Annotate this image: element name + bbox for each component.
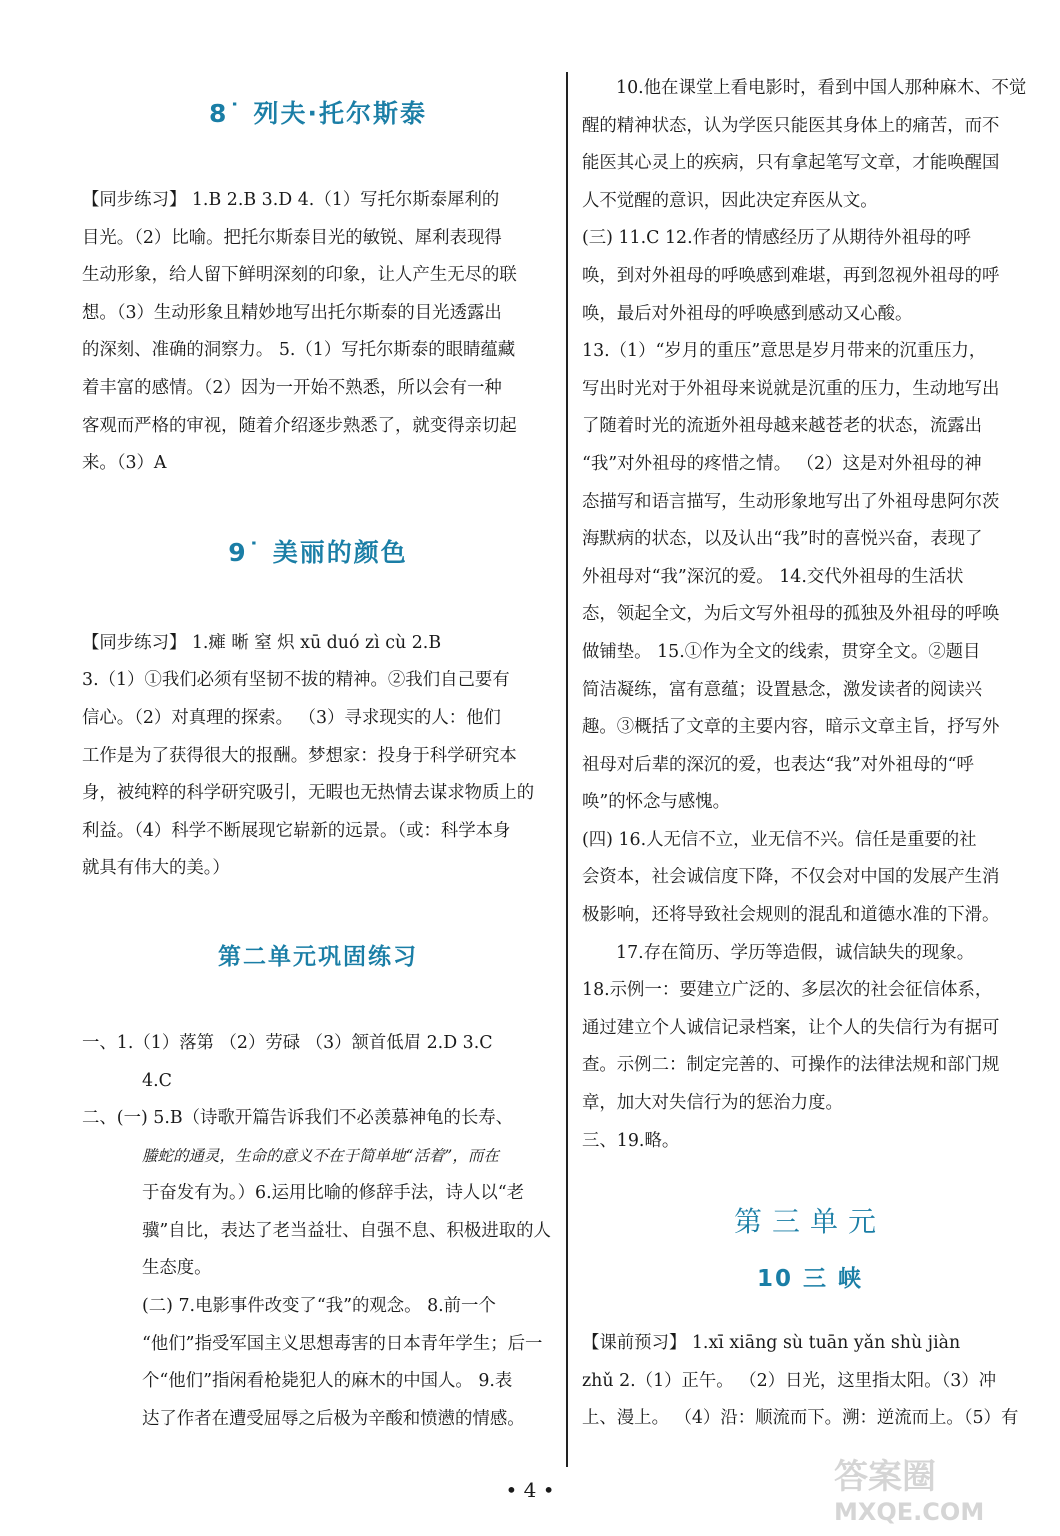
text-line: 通过建立个人诚信记录档案，让个人的失信行为有据可	[582, 1017, 1000, 1038]
left-column	[82, 70, 554, 1438]
text-line: 18.示例一：要建立广泛的、多层次的社会征信体系，	[582, 980, 993, 1001]
text-line: (三) 11.C 12.作者的情感经历了从期待外祖母的呼	[582, 228, 971, 249]
text-line: 二、(一) 5.B（诗歌开篇告诉我们不必羡慕神龟的长寿、	[82, 1108, 514, 1129]
text-line: 三、19.略。	[582, 1130, 680, 1151]
watermark-logo	[826, 1448, 1036, 1528]
text-line: 上、漫上。 （4）沿：顺流而下。溯：逆流而上。（5）有	[582, 1408, 1019, 1429]
text-line: “他们”指受军国主义思想毒害的日本青年学生；后一	[142, 1333, 543, 1354]
text-line: 信心。（2）对真理的探索。 （3）寻求现实的人：他们	[82, 707, 501, 728]
section-10-title: 10 三 峡	[756, 1266, 864, 1293]
text-line: 唤”的怀念与感愧。	[582, 792, 731, 813]
text-line: 做铺垫。 15.①作为全文的线索，贯穿全文。②题目	[582, 641, 981, 662]
text-line: 外祖母对“我”深沉的爱。 14.交代外祖母的生活状	[582, 566, 964, 587]
watermark-text: 答案圈	[834, 1457, 936, 1497]
text-line: 的深刻、准确的洞察力。 5.（1）写托尔斯泰的眼睛蕴藏	[82, 340, 516, 361]
text-line: 了随着时光的流逝外祖母越来越苍老的状态，流露出	[582, 416, 982, 437]
text-line: 能医其心灵上的疾病，只有拿起笔写文章，才能唤醒国	[582, 153, 1000, 174]
text-line: 【同步练习】 1.B 2.B 3.D 4.（1）写托尔斯泰犀利的	[82, 190, 500, 210]
text-line: 【同步练习】 1.瘫 晰 窒 炽 xū duó zì cù 2.B	[82, 632, 442, 653]
text-line: 客观而严格的审视，随着介绍逐步熟悉了，就变得亲切起	[82, 415, 517, 436]
text-line: 4.C	[142, 1070, 172, 1091]
text-line: 就具有伟大的美。）	[82, 858, 230, 879]
text-line: 章，加大对失信行为的惩治力度。	[582, 1093, 843, 1114]
text-line: 人不觉醒的意识，因此决定弃医从文。	[582, 190, 878, 211]
text-line: (四) 16.人无信不立，业无信不兴。信任是重要的社	[582, 829, 977, 850]
page-number: • 4 •	[505, 1478, 555, 1502]
text-line: 目光。（2）比喻。把托尔斯泰目光的敏锐、犀利表现得	[82, 227, 502, 248]
section-8-title: 8˙ 列夫·托尔斯泰	[208, 99, 428, 128]
text-line: 身，被纯粹的科学研究吸引，无暇也无热情去谋求物质上的	[82, 783, 535, 804]
text-line: “我”对外祖母的疼惜之情。 （2）这是对外祖母的神	[582, 453, 982, 474]
text-line: 骥”自比，表达了老当益壮、自强不息、积极进取的人	[142, 1220, 551, 1241]
text-line: 利益。（4）科学不断展现它崭新的远景。（或：科学本身	[82, 820, 511, 841]
text-line: 写出时光对于外祖母来说就是沉重的压力，生动地写出	[582, 378, 1000, 399]
unit-2-answers-continued	[582, 70, 1038, 1160]
text-line: 生动形象，给人留下鲜明深刻的印象，让人产生无尽的联	[82, 265, 517, 286]
text-line: 唤，到对外祖母的呼唤感到难堪，再到忽视外祖母的呼	[582, 265, 1000, 286]
text-line: 来。（3）A	[82, 453, 167, 474]
section-9-title: 9˙ 美丽的颜色	[228, 537, 408, 567]
text-line: 醒的精神状态，认为学医只能医其身体上的痛苦，而不	[582, 115, 1000, 136]
text-line: 10.他在课堂上看电影时，看到中国人那种麻木、不觉	[616, 78, 1027, 98]
text-line: 于奋发有为。）6.运用比喻的修辞手法，诗人以“老	[142, 1183, 524, 1204]
text-line: 祖母对后辈的深沉的爱，也表达“我”对外祖母的“呼	[582, 754, 974, 775]
text-line: 生态度。	[142, 1258, 212, 1279]
text-line: 会资本，社会诚信度下降，不仅会对中国的发展产生消	[582, 867, 1000, 888]
text-line: zhǔ 2.（1）正午。 （2）日光，这里指太阳。（3）冲	[582, 1370, 997, 1391]
text-line: 简洁凝练，富有意蕴；设置悬念，激发读者的阅读兴	[582, 679, 982, 700]
text-line: 【课前预习】 1.xī xiāng sù tuān yǎn shù jiàn	[582, 1333, 961, 1354]
right-column	[582, 70, 1038, 1438]
section-8-answers	[82, 182, 554, 483]
text-line: 螣蛇的通灵，生命的意义不在于简单地“活着”，而在	[142, 1146, 499, 1165]
text-line: 一、1.（1）落第 （2）劳碌 （3）颔首低眉 2.D 3.C	[82, 1032, 493, 1053]
unit-2-answers	[82, 1025, 554, 1439]
text-line: 唤，最后对外祖母的呼唤感到感动又心酸。	[582, 303, 913, 324]
text-line: 查。示例二：制定完善的、可操作的法律法规和部门规	[582, 1055, 1000, 1076]
text-line: 个“他们”指闲看枪毙犯人的麻木的中国人。 9.表	[142, 1371, 513, 1392]
text-line: 13.（1）“岁月的重压”意思是岁月带来的沉重压力，	[582, 341, 987, 362]
section-9-answers	[82, 625, 554, 888]
text-line: 工作是为了获得很大的报酬。梦想家：投身于科学研究本	[82, 745, 517, 766]
text-line: 趣。③概括了文章的主要内容，暗示文章主旨，抒写外	[582, 717, 1000, 738]
svg-text:MXQE.COM: MXQE.COM	[834, 1498, 985, 1526]
text-line: 极影响，还将导致社会规则的混乱和道德水准的下滑。	[582, 905, 1000, 926]
unit-2-review-title: 第二单元巩固练习	[218, 943, 418, 970]
text-line: 17.存在简历、学历等造假，诚信缺失的现象。	[616, 942, 975, 963]
text-line: 想。（3）生动形象且精妙地写出托尔斯泰的目光透露出	[82, 302, 502, 323]
text-line: 达了作者在遭受屈辱之后极为辛酸和愤懑的情感。	[142, 1408, 525, 1429]
text-line: (二) 7.电影事件改变了“我”的观念。 8.前一个	[142, 1296, 496, 1317]
section-10-answers	[582, 1325, 1038, 1438]
text-line: 态，领起全文，为后文写外祖母的孤独及外祖母的呼唤	[582, 604, 1000, 625]
unit-3-title: 第三单元	[733, 1205, 886, 1239]
column-divider	[566, 72, 568, 1467]
text-line: 着丰富的感情。（2）因为一开始不熟悉，所以会有一种	[82, 377, 502, 398]
text-line: 3.（1）①我们必须有坚韧不拔的精神。②我们自己要有	[82, 670, 510, 691]
text-line: 态描写和语言描写，生动形象地写出了外祖母患阿尔茨	[582, 491, 1000, 512]
text-line: 海默病的状态，以及认出“我”时的喜悦兴奋，表现了	[582, 529, 983, 550]
